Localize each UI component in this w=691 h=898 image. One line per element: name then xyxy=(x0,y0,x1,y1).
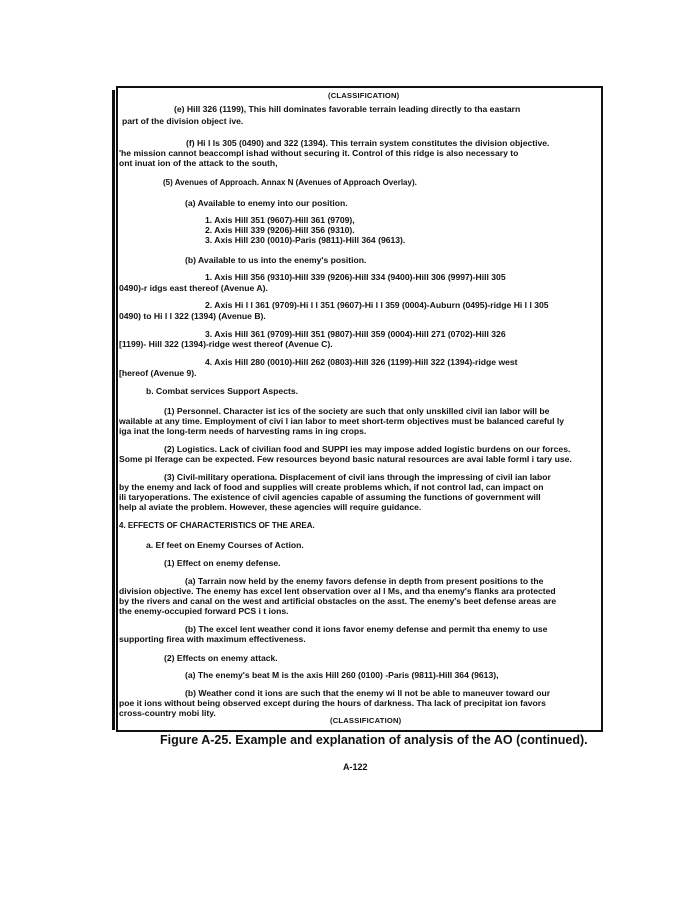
text-line: 3. Axis Hill 361 (9709)-Hill 351 (9807)-Hill 359 (0004)-Hill 271 (0702)-Hill 326 xyxy=(205,329,506,339)
text-line: 2. Axis Hill 339 (9206)-Hill 356 (9310). xyxy=(205,225,355,235)
text-line: cross-country mobi lity. xyxy=(119,708,216,718)
text-line: 1. Axis Hill 351 (9607)-Hill 361 (9709), xyxy=(205,215,355,225)
text-line: by the enemy and lack of food and supplies will create problems which, if not control lad, can impact on xyxy=(119,482,544,492)
text-line: poe it ions without being observed except during the hours of darkness. Tha lack of precipitat ion favors xyxy=(119,698,546,708)
text-line: iga inat the long-term needs of harvesting rams in ing crops. xyxy=(119,426,367,436)
text-line: supporting firea with maximum effectiveness. xyxy=(119,634,306,644)
text-line: by the rivers and canal on the west and artificial obstacles on the asst. The enemy's beet defense areas are xyxy=(119,596,557,606)
text-line: (f) Hi l ls 305 (0490) and 322 (1394). This terrain system constitutes the division objective. xyxy=(186,138,550,148)
text-line: (b) The excel lent weather cond it ions favor enemy defense and permit tha enemy to use xyxy=(185,624,548,634)
text-line: help al aviate the problem. However, these agencies will require guidance. xyxy=(119,502,422,512)
text-line: division objective. The enemy has excel lent observation over al l Ms, and tha enemy's flanks ara protected xyxy=(119,586,556,596)
text-line: (1) Effect on enemy defense. xyxy=(164,558,281,568)
text-line: 3. Axis Hill 230 (0010)-Paris (9811)-Hill 364 (9613). xyxy=(205,235,406,245)
text-line: ont inuat ion of the attack to the south, xyxy=(119,158,278,168)
text-line: a. Ef feet on Enemy Courses of Action. xyxy=(146,540,304,550)
text-line: [1199)- Hill 322 (1394)-ridge west thereof (Avenue C). xyxy=(119,339,333,349)
page-number: A-122 xyxy=(343,762,368,772)
text-line: (a) The enemy's beat M is the axis Hill 260 (0100) -Paris (9811)-Hill 364 (9613), xyxy=(185,670,499,680)
text-line: (b) Available to us into the enemy's position. xyxy=(185,255,367,265)
text-line: 1. Axis Hill 356 (9310)-Hill 339 (9206)-Hill 334 (9400)-Hill 306 (9997)-Hill 305 xyxy=(205,272,506,282)
text-line: (2) Logistics. Lack of civilian food and SUPPI ies may impose added logistic burdens on our forces. xyxy=(164,444,571,454)
text-line: 0490) to Hi l l 322 (1394) (Avenue B). xyxy=(119,311,266,321)
text-line: ili taryoperations. The existence of civil agencies capable of assuming the functions of government will xyxy=(119,492,541,502)
classification-header: (CLASSIFICATION) xyxy=(328,91,400,100)
figure-caption xyxy=(160,733,588,747)
text-line: (1) Personnel. Character ist ics of the society are such that only unskilled civil ian labor will be xyxy=(164,406,550,416)
text-line: [hereof (Avenue 9). xyxy=(119,368,197,378)
text-line: (5) Avenues of Approach. Annax N (Avenues of Approach Overlay). xyxy=(163,178,417,187)
text-line: (a) Available to enemy into our position. xyxy=(185,198,348,208)
text-line: (2) Effects on enemy attack. xyxy=(164,653,278,663)
figure-caption-text: A-25. Example and explanation of analysis of the AO (continued). xyxy=(198,733,588,747)
figure-label: Figure xyxy=(160,733,199,747)
text-line: b. Combat services Support Aspects. xyxy=(146,386,299,396)
text-line: 4. Axis Hill 280 (0010)-Hill 262 (0803)-Hill 326 (1199)-Hill 322 (1394)-ridge west xyxy=(205,357,518,367)
classification-footer: (CLASSIFICATION) xyxy=(330,716,402,725)
text-line: the enemy-occupied forward PCS i t ions. xyxy=(119,606,289,616)
text-line: 'he mission cannot beaccompl ishad without securing it. Control of this ridge is also necessary to xyxy=(119,148,519,158)
text-line: 0490)-r idgs east thereof (Avenue A). xyxy=(119,283,268,293)
text-line: 2. Axis Hi l l 361 (9709)-Hi l l 351 (9607)-Hi l l 359 (0004)-Auburn (0495)-ridge Hi l l 305 xyxy=(205,300,549,310)
section-heading: 4. EFFECTS OF CHARACTERISTICS OF THE AREA. xyxy=(119,521,315,530)
text-line: Some pi lferage can be expected. Few resources beyond basic natural resources are avai lable forml i tary use. xyxy=(119,454,572,464)
text-line: (a) Tarrain now held by the enemy favors defense in depth from present positions to the xyxy=(185,576,544,586)
text-line: part of the division object ive. xyxy=(122,116,244,126)
text-line: (e) Hill 326 (1199), This hill dominates favorable terrain leading directly to tha eastarn xyxy=(174,104,521,114)
text-line: (3) Civil-military operationa. Displacement of civil ians through the impressing of civil ian labor xyxy=(164,472,551,482)
text-line: (b) Weather cond it ions are such that the enemy wi ll not be able to maneuver toward our xyxy=(185,688,551,698)
text-line: wailable at any time. Employment of civi l ian labor to meet short-term objectives must be balanced careful ly xyxy=(119,416,565,426)
